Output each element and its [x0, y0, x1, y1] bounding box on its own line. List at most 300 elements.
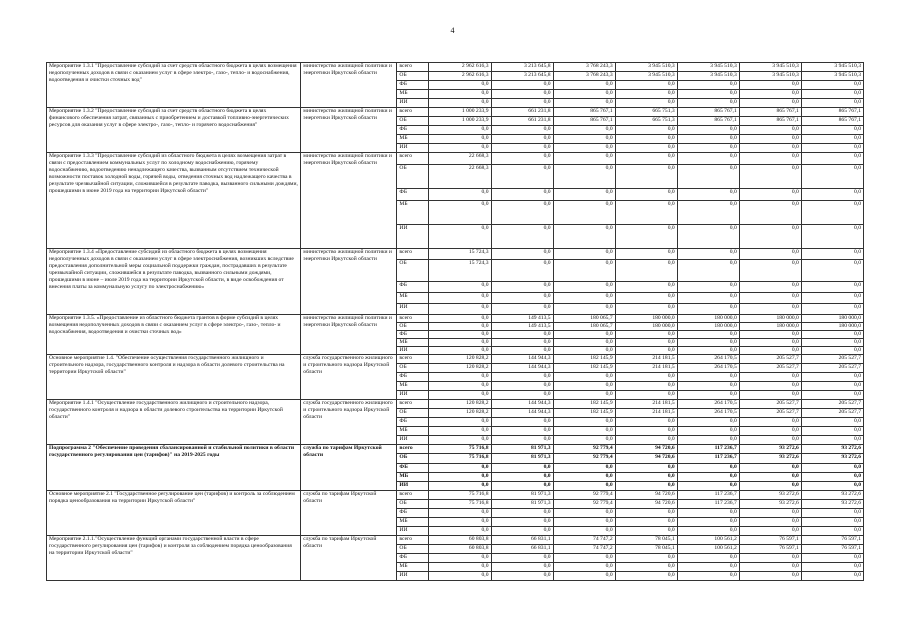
amount-cell: 0,0	[553, 81, 615, 90]
funding-source: ФБ	[397, 189, 429, 201]
funding-source: ОБ	[397, 364, 429, 373]
amount-cell: 94 720,6	[615, 500, 677, 509]
amount-cell: 0,0	[491, 165, 553, 189]
amount-cell: 0,0	[677, 427, 739, 436]
amount-cell: 144 944,3	[491, 400, 553, 409]
measure-name: Основное мероприятие 1.4. "Обеспечение осуществления государственного жилищного и строительного надзора, государственного контроля и надзора в области долевого строительства на территории Иркутской области"	[47, 355, 301, 400]
amount-cell: 0,0	[615, 554, 677, 563]
amount-cell: 0,0	[677, 373, 739, 382]
amount-cell: 144 944,3	[491, 409, 553, 418]
measure-name: Мероприятие 2.1.1."Осуществление функций органами государственной власти в сфере государственного регулирования цен (тарифов) и контроля за соблюдением порядка ценообразования на территории Иркутской области"	[47, 536, 301, 581]
amount-cell: 0,0	[739, 554, 801, 563]
amount-cell: 0,0	[429, 436, 491, 445]
funding-source: ФБ	[397, 554, 429, 563]
amount-cell: 78 045,1	[615, 545, 677, 554]
amount-cell: 3 945 510,3	[615, 63, 677, 72]
amount-cell: 0,0	[739, 427, 801, 436]
amount-cell: 0,0	[801, 165, 863, 189]
amount-cell: 3 945 510,3	[615, 72, 677, 81]
amount-cell: 0,0	[429, 391, 491, 400]
amount-cell: 0,0	[801, 563, 863, 572]
amount-cell: 66 831,1	[491, 545, 553, 554]
amount-cell: 0,0	[615, 473, 677, 482]
amount-cell: 0,0	[801, 282, 863, 293]
amount-cell: 0,0	[615, 282, 677, 293]
amount-cell: 264 170,5	[677, 409, 739, 418]
amount-cell: 0,0	[739, 201, 801, 225]
amount-cell: 0,0	[615, 373, 677, 382]
amount-cell: 0,0	[491, 282, 553, 293]
amount-cell: 0,0	[615, 99, 677, 108]
amount-cell: 0,0	[615, 249, 677, 260]
amount-cell: 0,0	[491, 90, 553, 99]
amount-cell: 0,0	[491, 99, 553, 108]
amount-cell: 0,0	[429, 201, 491, 225]
amount-cell: 0,0	[615, 391, 677, 400]
amount-cell: 0,0	[491, 464, 553, 473]
amount-cell: 0,0	[677, 189, 739, 201]
amount-cell: 0,0	[615, 427, 677, 436]
amount-cell: 0,0	[429, 418, 491, 427]
amount-cell: 0,0	[739, 99, 801, 108]
funding-source: ОБ	[397, 409, 429, 418]
amount-cell: 0,0	[739, 339, 801, 347]
amount-cell: 0,0	[491, 427, 553, 436]
amount-cell: 0,0	[553, 464, 615, 473]
executor-name: служба по тарифам Иркутской области	[301, 445, 397, 491]
amount-cell: 0,0	[739, 260, 801, 282]
amount-cell: 0,0	[739, 563, 801, 572]
amount-cell: 0,0	[491, 554, 553, 563]
amount-cell: 3 945 510,3	[739, 72, 801, 81]
table-row	[47, 536, 864, 545]
amount-cell: 144 944,3	[491, 355, 553, 364]
amount-cell: 0,0	[739, 482, 801, 491]
amount-cell: 0,0	[739, 90, 801, 99]
amount-cell: 0,0	[491, 347, 553, 355]
amount-cell: 0,0	[429, 81, 491, 90]
amount-cell: 180 000,0	[801, 315, 863, 323]
amount-cell: 0,0	[739, 126, 801, 135]
amount-cell: 0,0	[801, 144, 863, 153]
amount-cell: 0,0	[801, 373, 863, 382]
amount-cell: 205 527,7	[801, 400, 863, 409]
amount-cell: 0,0	[491, 391, 553, 400]
amount-cell: 0,0	[491, 331, 553, 339]
amount-cell: 0,0	[553, 339, 615, 347]
amount-cell: 0,0	[677, 135, 739, 144]
amount-cell: 76 597,1	[801, 545, 863, 554]
funding-source: МБ	[397, 382, 429, 391]
funding-source: ИИ	[397, 572, 429, 581]
amount-cell: 0,0	[615, 225, 677, 249]
amount-cell: 2 962 616,3	[429, 63, 491, 72]
funding-source: ИИ	[397, 144, 429, 153]
amount-cell: 0,0	[677, 339, 739, 347]
funding-source: ФБ	[397, 282, 429, 293]
amount-cell: 0,0	[801, 347, 863, 355]
amount-cell: 0,0	[615, 153, 677, 165]
budget-table	[46, 62, 864, 581]
amount-cell: 3 768 243,3	[553, 72, 615, 81]
amount-cell: 0,0	[615, 382, 677, 391]
amount-cell: 180 065,7	[553, 323, 615, 331]
amount-cell: 0,0	[615, 436, 677, 445]
amount-cell: 214 181,5	[615, 409, 677, 418]
executor-name: министерство жилищной политики и энергетики Иркутской области	[301, 63, 397, 108]
table-row	[47, 315, 864, 323]
amount-cell: 0,0	[739, 391, 801, 400]
amount-cell: 0,0	[677, 225, 739, 249]
amount-cell: 1 000 233,9	[429, 117, 491, 126]
funding-source: ОБ	[397, 165, 429, 189]
amount-cell: 117 236,7	[677, 445, 739, 454]
page-number: 4	[450, 26, 455, 35]
amount-cell: 0,0	[491, 293, 553, 304]
amount-cell: 149 413,5	[491, 323, 553, 331]
amount-cell: 0,0	[491, 418, 553, 427]
amount-cell: 0,0	[615, 527, 677, 536]
funding-source: ФБ	[397, 509, 429, 518]
executor-name: служба государственного жилищного и строительного надзора Иркутской области	[301, 400, 397, 445]
amount-cell: 0,0	[739, 572, 801, 581]
amount-cell: 180 000,0	[677, 315, 739, 323]
amount-cell: 0,0	[801, 382, 863, 391]
table-row	[47, 491, 864, 500]
amount-cell: 94 720,6	[615, 491, 677, 500]
measure-name: Мероприятие 1.4.1 "Осуществление государственного жилищного и строительного надзора, государственного контроля и надзора в области долевого строительства на территории Иркутской области"	[47, 400, 301, 445]
amount-cell: 865 767,1	[677, 108, 739, 117]
amount-cell: 0,0	[801, 572, 863, 581]
amount-cell: 182 145,9	[553, 364, 615, 373]
amount-cell: 0,0	[553, 347, 615, 355]
amount-cell: 0,0	[801, 293, 863, 304]
amount-cell: 0,0	[801, 518, 863, 527]
amount-cell: 205 527,7	[739, 400, 801, 409]
amount-cell: 865 767,1	[553, 108, 615, 117]
amount-cell: 0,0	[677, 90, 739, 99]
amount-cell: 0,0	[739, 527, 801, 536]
funding-source: ИИ	[397, 482, 429, 491]
amount-cell: 0,0	[801, 260, 863, 282]
amount-cell: 0,0	[429, 189, 491, 201]
amount-cell: 3 945 510,3	[801, 63, 863, 72]
amount-cell: 0,0	[429, 339, 491, 347]
amount-cell: 0,0	[553, 373, 615, 382]
funding-source: ИИ	[397, 527, 429, 536]
amount-cell: 0,0	[677, 464, 739, 473]
funding-source: всего	[397, 153, 429, 165]
amount-cell: 3 213 645,8	[491, 63, 553, 72]
amount-cell: 0,0	[553, 427, 615, 436]
amount-cell: 0,0	[553, 527, 615, 536]
amount-cell: 0,0	[615, 260, 677, 282]
executor-name: служба по тарифам Иркутской области	[301, 491, 397, 536]
amount-cell: 0,0	[801, 126, 863, 135]
amount-cell: 0,0	[739, 144, 801, 153]
measure-name: Мероприятие 1.3.2 "Предоставление субсидий за счет средств областного бюджета в целях финансового обеспечения затрат, связанных с приобретением и доставкой топливно-энергетических ресурсов для оказания услуг в сфере электро-, газо-, тепло- и горячего водоснабжения"	[47, 108, 301, 153]
table-row	[47, 153, 864, 165]
amount-cell: 0,0	[553, 201, 615, 225]
amount-cell: 0,0	[801, 427, 863, 436]
amount-cell: 0,0	[429, 99, 491, 108]
amount-cell: 0,0	[739, 418, 801, 427]
amount-cell: 100 561,2	[677, 545, 739, 554]
amount-cell: 92 779,4	[553, 491, 615, 500]
funding-source: всего	[397, 355, 429, 364]
amount-cell: 0,0	[677, 144, 739, 153]
table-row	[47, 63, 864, 72]
funding-source: ОБ	[397, 117, 429, 126]
amount-cell: 93 272,6	[739, 500, 801, 509]
amount-cell: 0,0	[429, 482, 491, 491]
amount-cell: 205 527,7	[801, 409, 863, 418]
amount-cell: 3 945 510,3	[677, 63, 739, 72]
amount-cell: 0,0	[677, 249, 739, 260]
amount-cell: 0,0	[491, 527, 553, 536]
amount-cell: 214 181,5	[615, 355, 677, 364]
amount-cell: 0,0	[491, 189, 553, 201]
amount-cell: 76 597,1	[739, 536, 801, 545]
amount-cell: 92 779,4	[553, 500, 615, 509]
amount-cell: 205 527,7	[739, 355, 801, 364]
amount-cell: 3 213 645,8	[491, 72, 553, 81]
amount-cell: 0,0	[801, 509, 863, 518]
amount-cell: 0,0	[677, 304, 739, 315]
amount-cell: 205 527,7	[801, 364, 863, 373]
amount-cell: 0,0	[615, 126, 677, 135]
amount-cell: 81 971,3	[491, 454, 553, 464]
measure-name: Подпрограмма 2 "Обеспечение проведения сбалансированной и стабильной политики в области государственного регулирования цен (тарифов)" на 2019-2025 годы	[47, 445, 301, 491]
amount-cell: 180 000,0	[677, 323, 739, 331]
amount-cell: 149 413,5	[491, 315, 553, 323]
amount-cell: 75 716,8	[429, 445, 491, 454]
amount-cell: 0,0	[553, 126, 615, 135]
amount-cell: 0,0	[491, 225, 553, 249]
amount-cell: 0,0	[429, 572, 491, 581]
amount-cell: 0,0	[553, 331, 615, 339]
funding-source: всего	[397, 491, 429, 500]
amount-cell: 264 170,5	[677, 355, 739, 364]
amount-cell: 0,0	[429, 315, 491, 323]
amount-cell: 0,0	[801, 81, 863, 90]
amount-cell: 120 828,2	[429, 364, 491, 373]
amount-cell: 0,0	[677, 391, 739, 400]
executor-name: министерство жилищной политики и энергетики Иркутской области	[301, 249, 397, 315]
amount-cell: 0,0	[429, 563, 491, 572]
funding-source: всего	[397, 108, 429, 117]
amount-cell: 0,0	[615, 189, 677, 201]
amount-cell: 0,0	[615, 331, 677, 339]
amount-cell: 93 272,6	[801, 454, 863, 464]
amount-cell: 0,0	[677, 260, 739, 282]
table-row	[47, 108, 864, 117]
amount-cell: 0,0	[429, 225, 491, 249]
amount-cell: 93 272,6	[801, 491, 863, 500]
amount-cell: 214 181,5	[615, 364, 677, 373]
amount-cell: 93 272,6	[801, 445, 863, 454]
amount-cell: 0,0	[739, 518, 801, 527]
amount-cell: 144 944,3	[491, 364, 553, 373]
amount-cell: 182 145,9	[553, 400, 615, 409]
amount-cell: 0,0	[739, 464, 801, 473]
amount-cell: 0,0	[677, 572, 739, 581]
amount-cell: 0,0	[491, 153, 553, 165]
amount-cell: 66 831,1	[491, 536, 553, 545]
funding-source: МБ	[397, 293, 429, 304]
amount-cell: 0,0	[615, 572, 677, 581]
amount-cell: 0,0	[615, 135, 677, 144]
amount-cell: 0,0	[677, 331, 739, 339]
amount-cell: 182 145,9	[553, 355, 615, 364]
amount-cell: 0,0	[491, 81, 553, 90]
amount-cell: 0,0	[677, 482, 739, 491]
amount-cell: 0,0	[491, 563, 553, 572]
amount-cell: 0,0	[491, 572, 553, 581]
amount-cell: 0,0	[801, 418, 863, 427]
amount-cell: 0,0	[491, 260, 553, 282]
amount-cell: 81 971,3	[491, 500, 553, 509]
amount-cell: 15 724,3	[429, 249, 491, 260]
funding-source: всего	[397, 400, 429, 409]
amount-cell: 661 231,8	[491, 117, 553, 126]
amount-cell: 0,0	[801, 464, 863, 473]
amount-cell: 0,0	[615, 482, 677, 491]
amount-cell: 0,0	[615, 144, 677, 153]
funding-source: всего	[397, 315, 429, 323]
amount-cell: 0,0	[739, 382, 801, 391]
amount-cell: 0,0	[615, 304, 677, 315]
amount-cell: 0,0	[801, 153, 863, 165]
measure-name: Мероприятие 1.3.3 "Предоставление субсидий из областного бюджета в целях возмещения затрат в связи с предоставлением коммунальных услуг по холодному водоснабжению, горячему водоснабжению, водоотведению ненадлежащего качества, вызванным отсутствием технической возможности поставок холодной воды, горячей воды, отведения сточных вод надлежащего качества в результате чрезвычайной ситуации, сложившейся в результате паводка, вызванного сильными дождями, прошедшими в июне 2019 года на территории Иркутской области"	[47, 153, 301, 249]
amount-cell: 0,0	[429, 554, 491, 563]
amount-cell: 0,0	[677, 99, 739, 108]
amount-cell: 3 945 510,3	[739, 63, 801, 72]
amount-cell: 0,0	[615, 339, 677, 347]
amount-cell: 74 747,2	[553, 545, 615, 554]
amount-cell: 0,0	[739, 436, 801, 445]
amount-cell: 205 527,7	[739, 409, 801, 418]
funding-source: ИИ	[397, 436, 429, 445]
amount-cell: 0,0	[615, 418, 677, 427]
amount-cell: 865 767,1	[739, 108, 801, 117]
amount-cell: 0,0	[615, 518, 677, 527]
funding-source: ФБ	[397, 331, 429, 339]
amount-cell: 0,0	[553, 135, 615, 144]
amount-cell: 0,0	[553, 509, 615, 518]
amount-cell: 0,0	[801, 99, 863, 108]
amount-cell: 0,0	[739, 189, 801, 201]
amount-cell: 0,0	[801, 473, 863, 482]
amount-cell: 0,0	[553, 153, 615, 165]
amount-cell: 0,0	[491, 144, 553, 153]
amount-cell: 0,0	[677, 436, 739, 445]
amount-cell: 0,0	[491, 249, 553, 260]
funding-source: МБ	[397, 339, 429, 347]
table-row	[47, 355, 864, 364]
funding-source: всего	[397, 536, 429, 545]
amount-cell: 0,0	[677, 473, 739, 482]
funding-source: ФБ	[397, 81, 429, 90]
funding-source: ОБ	[397, 454, 429, 464]
amount-cell: 0,0	[677, 293, 739, 304]
amount-cell: 1 000 233,9	[429, 108, 491, 117]
amount-cell: 180 000,0	[739, 323, 801, 331]
amount-cell: 100 561,2	[677, 536, 739, 545]
amount-cell: 0,0	[801, 391, 863, 400]
table-row	[47, 249, 864, 260]
amount-cell: 0,0	[491, 373, 553, 382]
funding-source: ОБ	[397, 260, 429, 282]
amount-cell: 0,0	[491, 509, 553, 518]
amount-cell: 0,0	[553, 260, 615, 282]
amount-cell: 0,0	[429, 427, 491, 436]
executor-name: служба государственного жилищного и строительного надзора Иркутской области	[301, 355, 397, 400]
amount-cell: 0,0	[801, 554, 863, 563]
amount-cell: 93 272,6	[739, 445, 801, 454]
amount-cell: 0,0	[429, 304, 491, 315]
amount-cell: 0,0	[739, 165, 801, 189]
amount-cell: 0,0	[553, 436, 615, 445]
amount-cell: 0,0	[801, 304, 863, 315]
amount-cell: 180 000,0	[615, 315, 677, 323]
amount-cell: 0,0	[429, 90, 491, 99]
funding-source: ИИ	[397, 391, 429, 400]
amount-cell: 0,0	[677, 126, 739, 135]
amount-cell: 60 803,8	[429, 536, 491, 545]
amount-cell: 0,0	[739, 81, 801, 90]
amount-cell: 0,0	[801, 339, 863, 347]
amount-cell: 0,0	[429, 509, 491, 518]
amount-cell: 0,0	[553, 482, 615, 491]
funding-source: ФБ	[397, 418, 429, 427]
amount-cell: 0,0	[739, 347, 801, 355]
amount-cell: 0,0	[677, 382, 739, 391]
amount-cell: 0,0	[429, 282, 491, 293]
funding-source: ФБ	[397, 126, 429, 135]
amount-cell: 60 803,8	[429, 545, 491, 554]
amount-cell: 0,0	[491, 201, 553, 225]
funding-source: МБ	[397, 90, 429, 99]
amount-cell: 22 668,3	[429, 153, 491, 165]
amount-cell: 0,0	[429, 144, 491, 153]
amount-cell: 0,0	[491, 339, 553, 347]
amount-cell: 665 751,3	[615, 108, 677, 117]
amount-cell: 0,0	[429, 473, 491, 482]
amount-cell: 264 170,5	[677, 400, 739, 409]
amount-cell: 75 716,8	[429, 500, 491, 509]
funding-source: всего	[397, 63, 429, 72]
funding-source: ФБ	[397, 373, 429, 382]
executor-name: министерство жилищной политики и энергетики Иркутской области	[301, 153, 397, 249]
amount-cell: 865 767,1	[739, 117, 801, 126]
amount-cell: 76 597,1	[801, 536, 863, 545]
amount-cell: 0,0	[491, 382, 553, 391]
amount-cell: 0,0	[553, 293, 615, 304]
funding-source: МБ	[397, 518, 429, 527]
funding-source: ОБ	[397, 545, 429, 554]
amount-cell: 0,0	[429, 293, 491, 304]
amount-cell: 0,0	[491, 304, 553, 315]
amount-cell: 22 668,3	[429, 165, 491, 189]
amount-cell: 0,0	[429, 527, 491, 536]
amount-cell: 0,0	[553, 382, 615, 391]
amount-cell: 0,0	[429, 382, 491, 391]
amount-cell: 0,0	[739, 509, 801, 518]
amount-cell: 0,0	[429, 331, 491, 339]
funding-source: ИИ	[397, 225, 429, 249]
amount-cell: 0,0	[801, 189, 863, 201]
